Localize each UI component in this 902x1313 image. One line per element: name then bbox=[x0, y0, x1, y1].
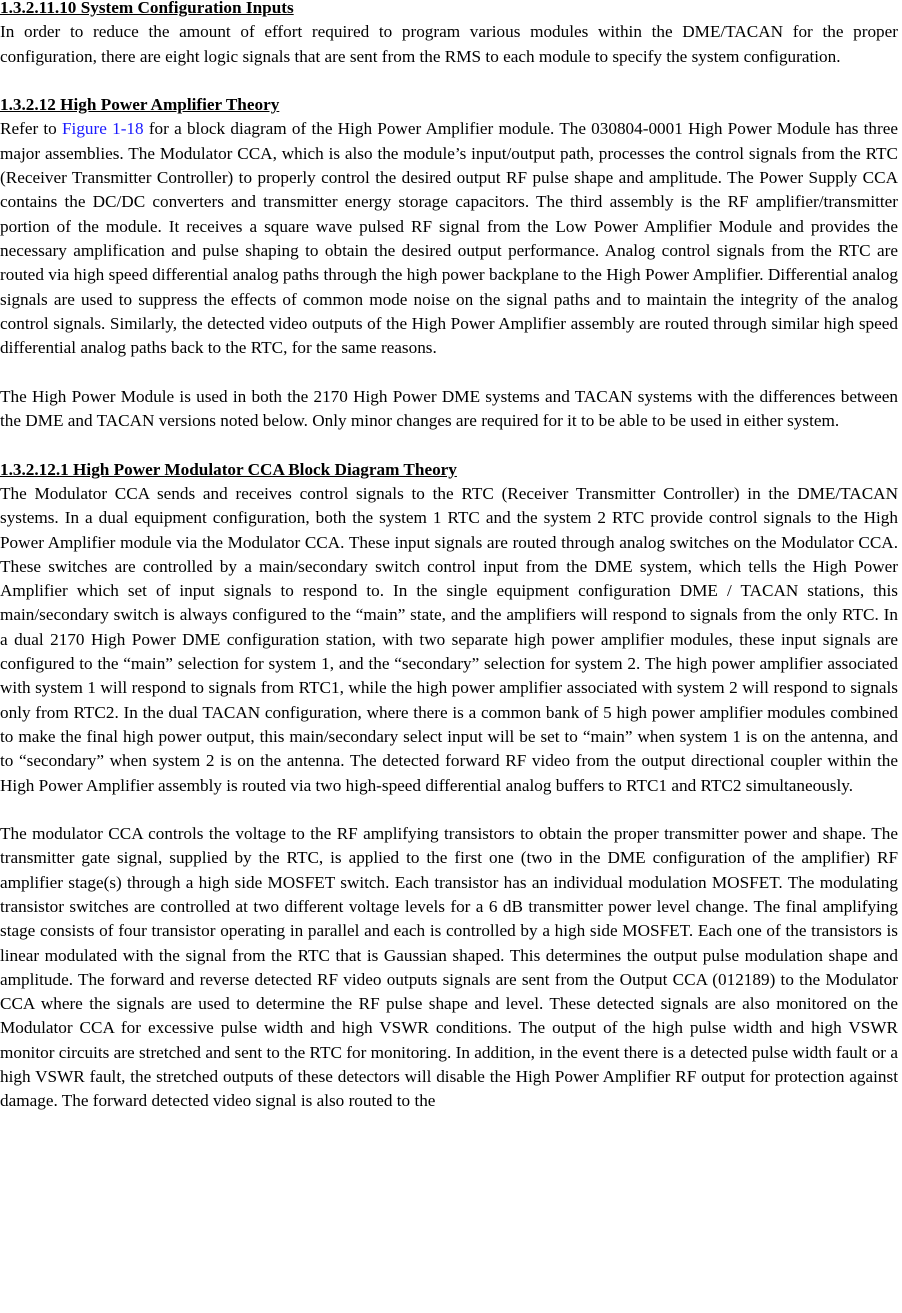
paragraph-spacer bbox=[0, 798, 898, 822]
paragraph-spacer bbox=[0, 69, 898, 93]
section-heading-high-power-amplifier-theory: 1.3.2.12 High Power Amplifier Theory bbox=[0, 95, 280, 115]
paragraph-modulator-cca-control-signals: The Modulator CCA sends and receives control signals to the RTC (Receiver Transmitter Controller) in the DME/TACAN systems. In a dual equipment configuration, both the system 1 RTC and the system 2 RTC provide control signals to the High Power Amplifier module via the Modulator CCA. These input signals are routed through analog switches on the Modulator CCA. These switches are controlled by a main/secondary switch control input from the DME system, which tells the High Power Amplifier which set of input signals to respond to. In the single equipment configuration DME / TACAN stations, this main/secondary switch is always configured to the “main” state, and the amplifiers will respond to signals from the only RTC. In a dual 2170 High Power DME configuration station, with two separate high power amplifier modules, these input signals are configured to the “main” selection for system 1, and the “secondary” selection for system 2. The high power amplifier associated with system 1 will respond to signals from RTC1, while the high power amplifier associated with system 2 will respond to signals only from RTC2. In the dual TACAN configuration, where there is a common bank of 5 high power amplifier modules combined to make the final high power output, this main/secondary select input will be set to “main” when system 1 is on the antenna, and to “secondary” when system 2 is on the antenna. The detected forward RF video from the output directional coupler within the High Power Amplifier assembly is routed via two high-speed differential analog buffers to RTC1 and RTC2 simultaneously. bbox=[0, 483, 898, 795]
paragraph-high-power-amplifier-intro bbox=[0, 117, 898, 360]
paragraph-spacer bbox=[0, 360, 898, 384]
paragraph-system-configuration-inputs: In order to reduce the amount of effort required to program various modules within the DME/TACAN for the proper configuration, there are eight logic signals that are sent from the RMS to each module to specify the system configuration. bbox=[0, 22, 898, 66]
paragraph-spacer bbox=[0, 433, 898, 457]
paragraph-high-power-module-usage: The High Power Module is used in both the 2170 High Power DME systems and TACAN systems with the differences between the DME and TACAN versions noted below. Only minor changes are required for it to be able to be used in either system. bbox=[0, 386, 898, 431]
paragraph-modulator-cca-voltage-control: The modulator CCA controls the voltage to the RF amplifying transistors to obtain the proper transmitter power and shape. The transmitter gate signal, supplied by the RTC, is applied to the first one (two in the DME configuration of the amplifier) RF amplifier stage(s) through a high side MOSFET switch. Each transistor has an individual modulation MOSFET. The modulating transistor switches are controlled at two different voltage levels for a 6 dB transmitter power level change. The final amplifying stage consists of four transistor operating in parallel and each is controlled by a high side MOSFET. Each one of the transistors is linear modulated with the signal from the RTC that is Gaussian shaped. This determines the output pulse modulation shape and amplitude. The forward and reverse detected RF video outputs signals are sent from the Output CCA (012189) to the Modulator CCA where the signals are used to determine the RF pulse shape and level. These detected signals are also monitored on the Modulator CCA for excessive pulse width and high VSWR conditions. The output of the high pulse width and high VSWR monitor circuits are stretched and sent to the RTC for monitoring. In addition, in the event there is a detected pulse width fault or a high VSWR fault, the stretched outputs of these detectors will disable the High Power Amplifier RF output for protection against damage. The forward detected video signal is also routed to the bbox=[0, 824, 898, 1111]
figure-reference-link[interactable]: Figure 1-18 bbox=[62, 119, 144, 139]
section-heading-system-configuration-inputs: 1.3.2.11.10 System Configuration Inputs bbox=[0, 0, 294, 17]
section-heading-modulator-cca-block-diagram: 1.3.2.12.1 High Power Modulator CCA Block Diagram Theory bbox=[0, 459, 457, 479]
paragraph-text-segment: for a block diagram of the High Power Amplifier module. The 030804-0001 High Power Module has three major assemblies. The Modulator CCA, which is also the module’s input/output path, processes the control signals from the RTC (Receiver Transmitter Controller) to properly control the desired output RF pulse shape and amplitude. The Power Supply CCA contains the DC/DC converters and transmitter energy storage capacitors. The third assembly is the RF amplifier/transmitter portion of the module. It receives a square wave pulsed RF signal from the Low Power Amplifier Module and provides the necessary amplification and pulse shaping to obtain the desired output performance. Analog control signals from the RTC are routed via high speed differential analog paths through the high power backplane to the High Power Amplifier. Differential analog signals are used to suppress the effects of common mode noise on the signal paths and to maintain the integrity of the analog control signals. Similarly, the detected video outputs of the High Power Amplifier assembly are routed through similar high speed differential analog paths back to the RTC, for the same reasons. bbox=[0, 119, 898, 358]
paragraph-text-segment: Refer to bbox=[0, 119, 62, 139]
